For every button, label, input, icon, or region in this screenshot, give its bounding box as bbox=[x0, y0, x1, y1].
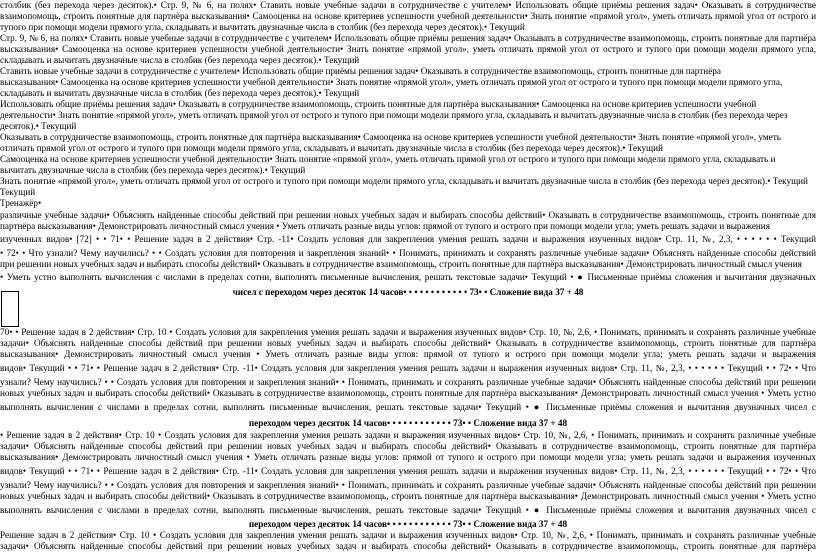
text-line: тупого при помощи модели прямого угла, складывать и вычитать двузначные числа в столбик (без перехода через десяток).• Текущий bbox=[0, 22, 525, 32]
text-line: узнали? Чему научились? • • Создать условия для повторения и закрепления знаний• • Понимать, принимать и сохранять различные учебные задачи• Объяснять найденные способы действий при решении bbox=[0, 480, 816, 490]
text-line: Стр. 9, № 6, на полях• Ставить новые учебные задачи в сотрудничестве с учителем• Использовать общие приёмы решения задач• Оказывать в сотрудничестве взаимопомощь, строить понятные для партнёра bbox=[0, 33, 816, 43]
text-line: складывать и вычитать двузначные числа в столбик (без перехода через десяток).• Текущий bbox=[0, 55, 360, 65]
text-line: новых учебных задач и выбирать способы действий• Оказывать в сотрудничестве взаимопомощь, строить понятные для партнёра высказывания• Демонстрировать личностный смысл учения • Уметь устно bbox=[0, 388, 816, 398]
text-line: новых учебных задач и выбирать способы действий• Оказывать в сотрудничестве взаимопомощь, строить понятные для партнёра высказывания• Демонстрировать личностный смысл учения • Уметь устно bbox=[0, 491, 816, 501]
text-line: Решение задач в 2 действия• Стр. 10 • Создать условия для закрепления умения решать задачи и выражения изученных видов• Стр. 10, №, 2,6, • Понимать, принимать и сохранять различные учебные bbox=[0, 530, 816, 540]
empty-cell-box bbox=[1, 291, 19, 327]
text-line: Ставить новые учебные задачи в сотрудничестве с учителем• Использовать общие приёмы решения задач• Оказывать в сотрудничестве взаимопомощь, строить понятные для партнёра bbox=[0, 66, 721, 76]
text-line: Знать понятие «прямой угол», уметь отличать прямой угол от острого и тупого при помощи модели прямого угла, складывать и вычитать двузначные числа в столбик (без перехода через десяток).• Текущий bbox=[0, 176, 808, 186]
text-line: деятельности• Знать понятие «прямой угол», уметь отличать прямой угол от острого и тупого при помощи модели прямого угла, складывать и вычитать двузначные числа в столбик (без перехода через bbox=[0, 110, 788, 120]
text-line: выполнять вычисления с числами в пределах сотни, выполнять письменные вычисления, решать текстовые задачи• Текущий • ● Письменные приёмы сложения и вычитания двузначных чисел с bbox=[0, 505, 816, 515]
text-line: при решении новых учебных задач и выбирать способы действий• Оказывать в сотрудничестве взаимопомощь, строить понятные для партнёра высказывания• Демонстрировать личностный смысл учения bbox=[0, 259, 802, 269]
text-line: • 72• • Что узнали? Чему научились? • • Создать условия для повторения и закрепления знаний• • Понимать, принимать и сохранять различные учебные задачи• Объяснять найденные способы действий bbox=[0, 248, 816, 258]
text-line: 70• • Решение задач в 2 действия• Стр. 10 • Создать условия для закрепления умения решать задачи и выражения изученных видов• Стр. 10, №, 2,6, • Понимать, принимать и сохранять различные учебные bbox=[0, 327, 816, 337]
section-heading: чисел с переходом через десяток 14 часов• • • • • • • • • • • • 73• • Сложение вида 37 + 48 bbox=[232, 287, 584, 297]
text-line: различные учебные задачи• Объяснять найденные способы действий при решении новых учебных задач и выбирать способы действий• Оказывать в сотрудничестве взаимопомощь, строить понятные для bbox=[0, 210, 816, 220]
text-line: столбик (без перехода через десяток).• Стр. 9, № 6, на полях• Ставить новые учебные задачи в сотрудничестве с учителем• Использовать общие приёмы решения задач• Оказывать в сотрудничестве bbox=[0, 0, 816, 10]
text-line: Самооценка на основе критериев успешности учебной деятельности• Знать понятие «прямой угол», уметь отличать прямой угол от острого и тупого при помощи модели прямого угла, складывать и bbox=[0, 154, 776, 164]
text-line: партнёра высказывания• Демонстрировать личностный смысл учения • Уметь отличать разные виды углов: прямой от тупого и острого при помощи модели угла; уметь решать задачи и выражения bbox=[0, 221, 770, 231]
text-line: выполнять вычисления с числами в пределах сотни, выполнять письменные вычисления, решать текстовые задачи• Текущий • ● Письменные приёмы сложения и вычитания двузначных чисел с bbox=[0, 402, 816, 412]
text-line: изученных видов• [72] • • 71• • Решение задач в 2 действия• Стр. -11• Создать условия для закрепления умения решать задачи и выражения изученных видов• Стр. 11, №, 2,3, • • • • • • Текущий bbox=[0, 234, 816, 244]
text-line: складывать и вычитать двузначные числа в столбик (без перехода через десяток).• Текущий bbox=[0, 88, 360, 98]
text-line: высказывания• Демонстрировать личностный смысл учения • Уметь отличать разные виды углов: прямой от тупого и острого при помощи модели угла; уметь решать задачи и выражения изученных bbox=[0, 452, 816, 462]
text-line: отличать прямой угол от острого и тупого при помощи модели прямого угла, складывать и вычитать двузначные числа в столбик (без перехода через десяток).• Текущий bbox=[0, 143, 663, 153]
text-line: Текущий bbox=[0, 187, 36, 197]
text-line: узнали? Чему научились? • • Создать условия для повторения и закрепления знаний• • Понимать, принимать и сохранять различные учебные задачи• Объяснять найденные способы действий при решении bbox=[0, 377, 816, 387]
text-line: задачи• Объяснять найденные способы действий при решении новых учебных задач и выбирать способы действий• Оказывать в сотрудничестве взаимопомощь, строить понятные для партнёра bbox=[0, 541, 816, 551]
text-line: задачи• Объяснять найденные способы действий при решении новых учебных задач и выбирать способы действий• Оказывать в сотрудничестве взаимопомощь, строить понятные для партнёра bbox=[0, 338, 816, 348]
text-line: высказывания• Демонстрировать личностный смысл учения • Уметь отличать разные виды углов: прямой от тупого и острого при помощи модели угла; уметь решать задачи и выражения bbox=[0, 349, 816, 359]
text-line: Использовать общие приёмы решения задач• Оказывать в сотрудничестве взаимопомощь, строить понятные для партнёра высказывания• Самооценка на основе критериев успешности учебной bbox=[0, 99, 757, 109]
text-line: видов• Текущий • • 71• • Решение задач в 2 действия• Стр. -11• Создать условия для закрепления умения решать задачи и выражения изученных видов• Стр. 11, №, 2,3, • • • • • • Текущий • • 72• • Что bbox=[0, 466, 816, 476]
text-line: • Уметь устно выполнять вычисления с числами в пределах сотни, выполнять письменные вычисления, решать текстовые задачи• Текущий • ● Письменные приёмы сложения и вычитания двузначных bbox=[0, 272, 816, 282]
text-line: Оказывать в сотрудничестве взаимопомощь, строить понятные для партнёра высказывания• Самооценка на основе критериев успешности учебной деятельности• Знать понятие «прямой угол», уметь bbox=[0, 132, 781, 142]
text-line: высказывания• Самооценка на основе критериев успешности учебной деятельности• Знать понятие «прямой угол», уметь отличать прямой угол от острого и тупого при помощи модели прямого угла, bbox=[0, 77, 783, 87]
text-line: вычитать двузначные числа в столбик (без перехода через десяток).• Текущий bbox=[0, 165, 306, 175]
text-line: высказывания• Самооценка на основе критериев успешности учебной деятельности• Знать понятие «прямой угол», уметь отличать прямой угол от острого и тупого при помощи модели прямого угла, bbox=[0, 44, 816, 54]
text-line: видов• Текущий • • 71• • Решение задач в 2 действия• Стр. -11• Создать условия для закрепления умения решать задачи и выражения изученных видов• Стр. 11, №, 2,3, • • • • • • Текущий • • 72• • Что bbox=[0, 363, 816, 373]
text-line: взаимопомощь, строить понятные для партнёра высказывания• Самооценка на основе критериев успешности учебной деятельности• Знать понятие «прямой угол», уметь отличать прямой угол от острого и bbox=[0, 11, 816, 21]
text-line: десяток).• Текущий bbox=[0, 121, 77, 131]
text-line: • Решение задач в 2 действия• Стр. 10 • Создать условия для закрепления умения решать задачи и выражения изученных видов• Стр. 10, №, 2,6, • Понимать, принимать и сохранять различные учебные bbox=[0, 430, 816, 440]
section-heading: переходом через десяток 14 часов• • • • • • • • • • • • 73• • Сложение вида 37 + 48 bbox=[248, 519, 568, 529]
section-heading: переходом через десяток 14 часов• • • • • • • • • • • • 73• • Сложение вида 37 + 48 bbox=[248, 418, 568, 428]
text-line: Тренажёр• bbox=[0, 198, 42, 208]
text-line: задачи• Объяснять найденные способы действий при решении новых учебных задач и выбирать способы действий• Оказывать в сотрудничестве взаимопомощь, строить понятные для партнёра bbox=[0, 441, 816, 451]
